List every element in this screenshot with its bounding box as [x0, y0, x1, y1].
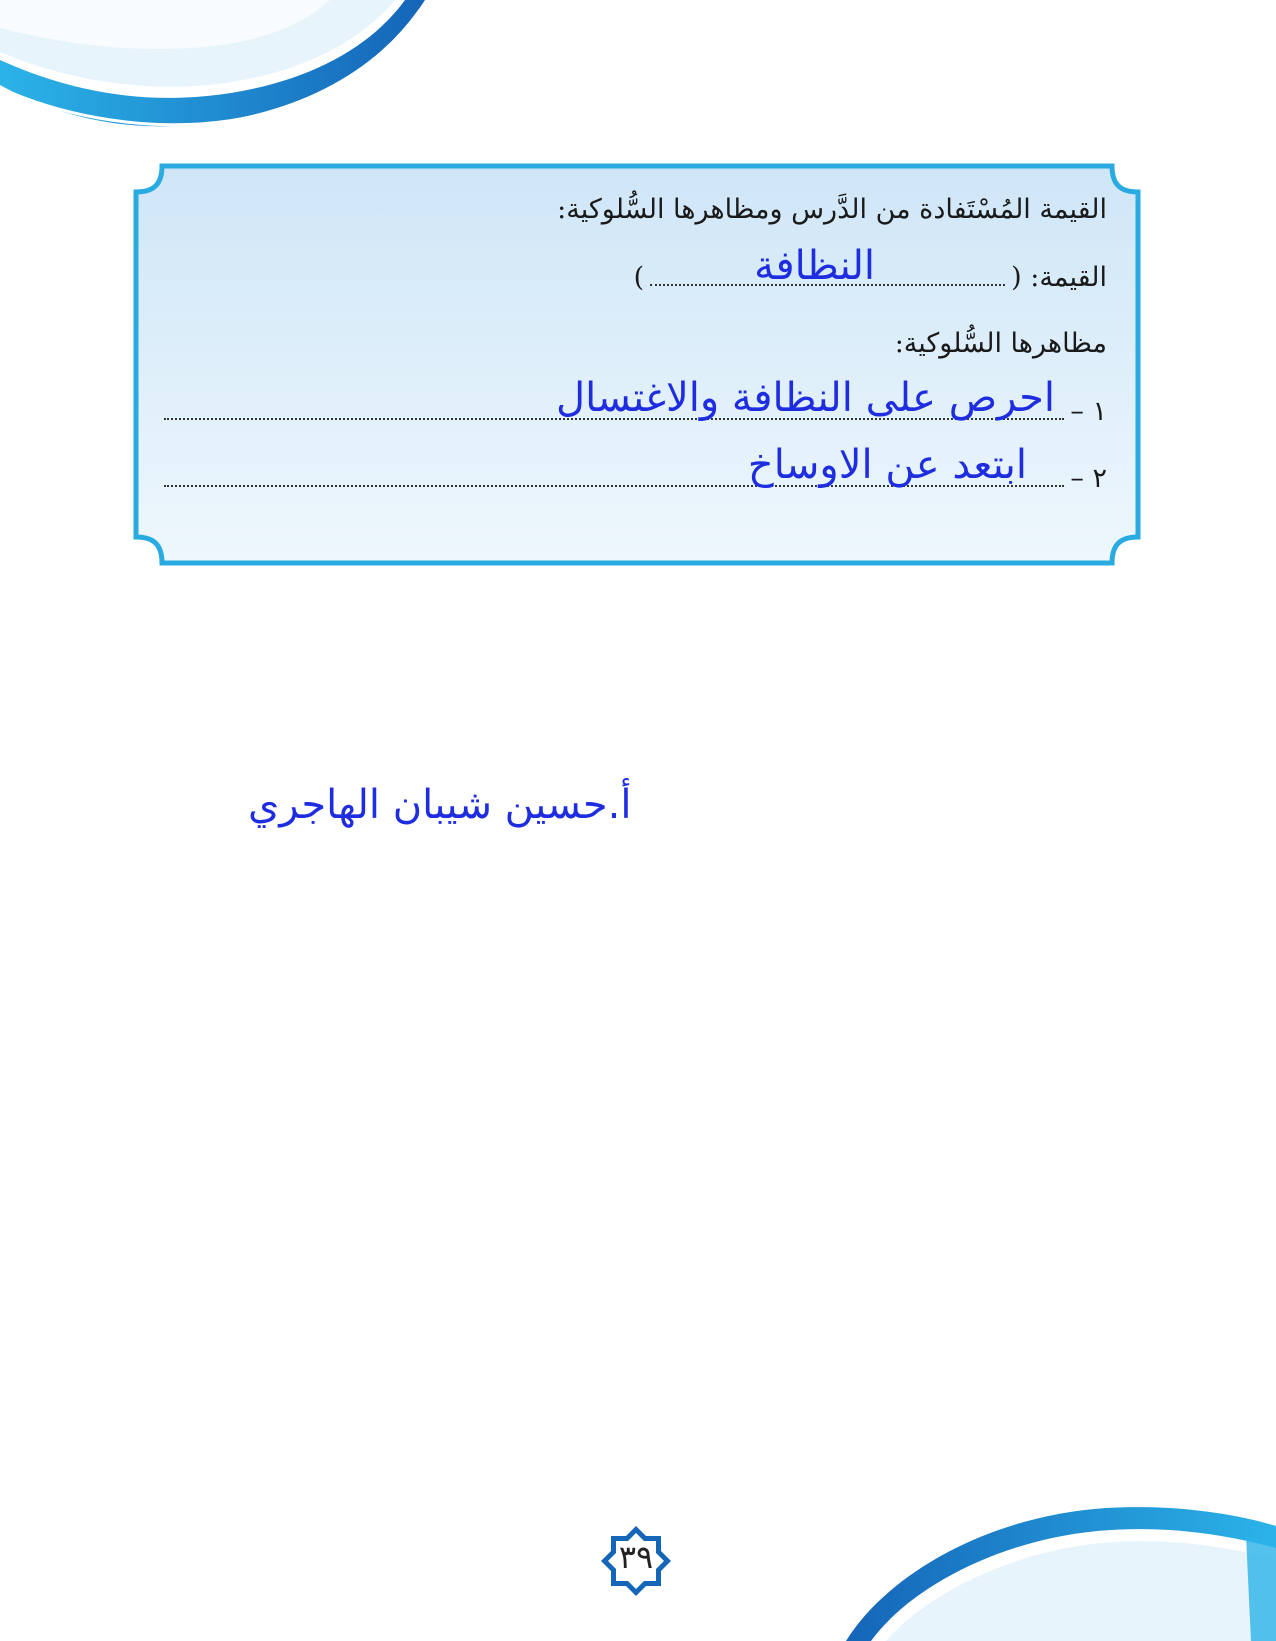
behaviours-label: مظاهرها السُّلوكية: [894, 328, 1107, 359]
item-number: ١ – [1070, 396, 1107, 427]
value-box [132, 162, 1142, 567]
list-item [152, 375, 1107, 432]
box-content [152, 162, 1107, 567]
item-number: ٢ – [1070, 463, 1107, 494]
value-label: القيمة: ( [1011, 262, 1107, 293]
page-number-badge [599, 1524, 673, 1598]
list-item [152, 442, 1107, 499]
value-answer: النظافة [754, 243, 875, 289]
box-heading: القيمة المُسْتَفادة من الدَّرس ومظاهرها السُّلوكية: [557, 194, 1107, 225]
author-signature: أ.حسين شيبان الهاجري [248, 782, 632, 828]
value-close-paren: ) [633, 262, 645, 293]
page-number: ٣٩ [618, 1538, 654, 1576]
top-wave-decoration-icon [0, 0, 440, 140]
value-line [152, 243, 1107, 298]
item-answer: احرص على النظافة والاغتسال [556, 375, 1055, 421]
bottom-wave-decoration-icon [846, 1496, 1276, 1641]
item-answer: ابتعد عن الاوساخ [747, 442, 1027, 488]
